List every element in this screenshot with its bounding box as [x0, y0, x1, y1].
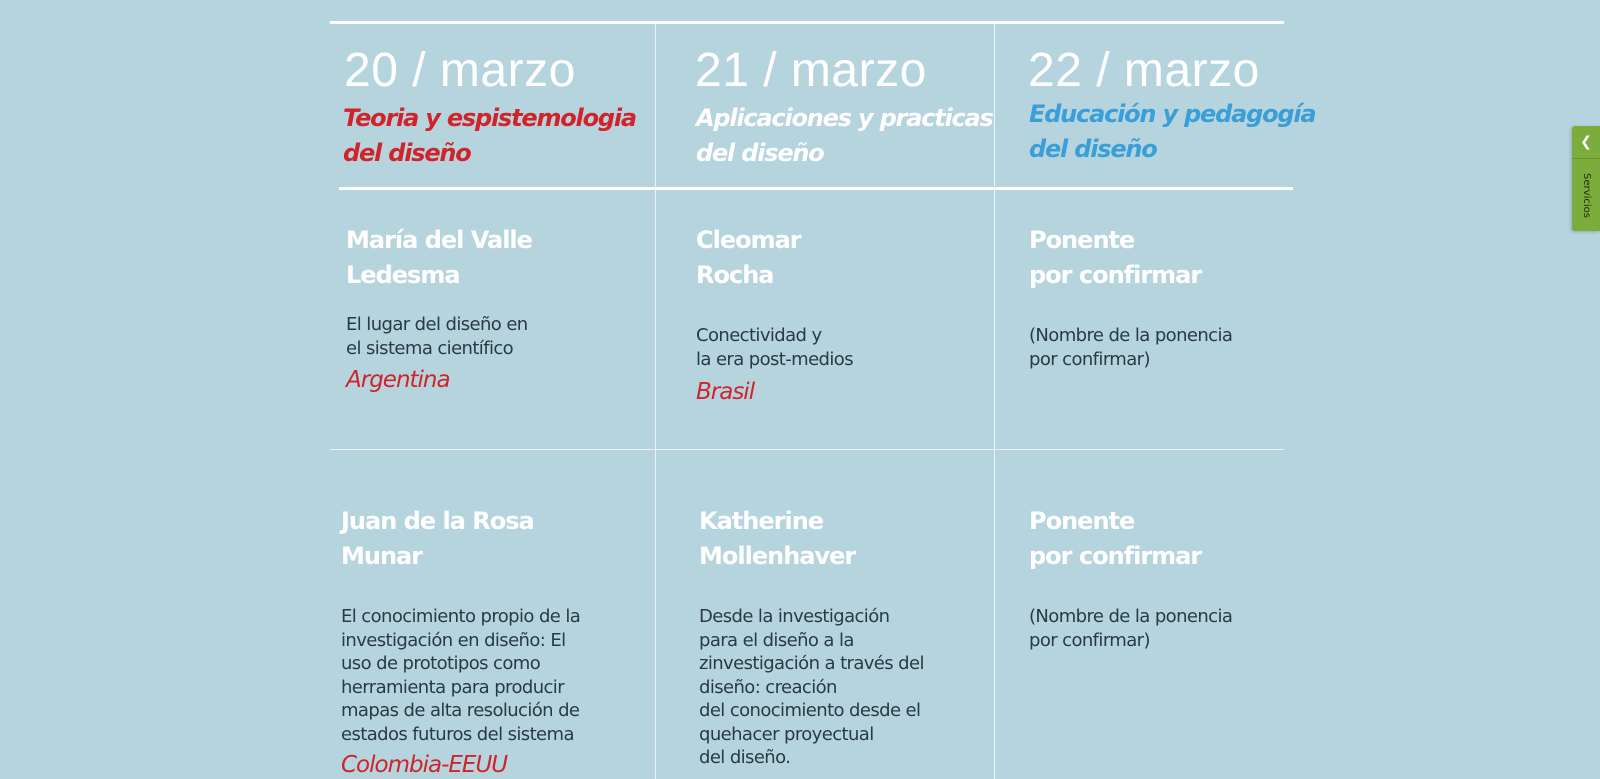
- talk-title-line: para el diseño a la: [699, 629, 854, 651]
- column-divider-1: [655, 24, 656, 779]
- talk-title: [1029, 605, 1232, 652]
- speaker-name: [699, 504, 855, 574]
- day-theme: [696, 101, 993, 171]
- day-theme-line: del diseño: [696, 139, 824, 167]
- talk-title-line: (Nombre de la ponencia: [1029, 325, 1233, 346]
- day-theme-line: del diseño: [343, 139, 471, 167]
- speaker-name-line: Ponente: [1029, 226, 1135, 254]
- talk-title-line: Conectividad y: [696, 325, 822, 346]
- day-theme-line: del diseño: [1029, 135, 1157, 163]
- talk-title-line: zinvestigación a través del: [699, 653, 924, 674]
- talk-title-line: herramienta para producir: [341, 676, 565, 698]
- speaker-name: [696, 223, 801, 293]
- talk-title: [341, 605, 580, 746]
- column-divider-2: [994, 24, 995, 779]
- talk-title-line: uso de prototipos como: [341, 653, 541, 674]
- day-theme-line: Educación y pedagogía: [1029, 100, 1316, 128]
- speaker-name: [341, 504, 534, 574]
- talk-title: [696, 324, 853, 371]
- speaker-name-line: por confirmar: [1029, 261, 1202, 289]
- chevron-left-icon[interactable]: ❮: [1572, 126, 1600, 159]
- talk-title-line: la era post-medios: [696, 348, 853, 370]
- top-rule: [330, 21, 1284, 24]
- row-divider: [330, 449, 1284, 450]
- speaker-name-line: por confirmar: [1029, 542, 1202, 570]
- talk-title-line: (Nombre de la ponencia: [1029, 606, 1233, 627]
- talk-title: [346, 313, 528, 360]
- talk-title-line: investigación en diseño: El: [341, 629, 566, 651]
- talk-title-line: Desde la investigación: [699, 606, 890, 627]
- talk-title-line: El conocimiento propio de la: [341, 606, 581, 627]
- speaker-name-line: Ledesma: [346, 261, 460, 289]
- speaker-name-line: Mollenhaver: [699, 542, 856, 570]
- day-date: 20 / marzo: [344, 44, 576, 97]
- talk-title: [699, 605, 924, 770]
- speaker-country: Colombia-EEUU: [341, 752, 508, 778]
- day-date: 21 / marzo: [695, 44, 927, 97]
- talk-title-line: por confirmar): [1029, 629, 1150, 651]
- day-theme-line: Aplicaciones y practicas: [696, 104, 993, 132]
- speaker-name-line: Rocha: [696, 261, 774, 289]
- talk-title-line: el sistema científico: [346, 337, 514, 359]
- speaker-name: [1029, 504, 1201, 574]
- speaker-name: [1029, 223, 1201, 293]
- header-rule: [339, 187, 1293, 190]
- speaker-country: Brasil: [696, 379, 755, 405]
- speaker-name-line: Katherine: [699, 507, 824, 535]
- speaker-country: Argentina: [346, 367, 450, 393]
- talk-title-line: por confirmar): [1029, 348, 1150, 370]
- talk-title-line: del diseño.: [699, 747, 791, 768]
- talk-title-line: mapas de alta resolución de: [341, 700, 580, 721]
- talk-title: [1029, 324, 1232, 371]
- day-theme: [343, 101, 636, 171]
- services-side-tab[interactable]: [1572, 126, 1600, 231]
- day-theme: [1029, 97, 1315, 167]
- speaker-name-line: Juan de la Rosa: [341, 507, 534, 535]
- services-label-text: Servicios: [1580, 172, 1592, 218]
- talk-title-line: estados futuros del sistema: [341, 723, 574, 745]
- services-tab-label[interactable]: [1572, 160, 1600, 230]
- talk-title-line: del conocimiento desde el: [699, 700, 921, 721]
- talk-title-line: diseño: creación: [699, 676, 837, 698]
- talk-title-line: quehacer proyectual: [699, 723, 874, 745]
- talk-title-line: El lugar del diseño en: [346, 314, 528, 335]
- speaker-name: [346, 223, 532, 293]
- speaker-name-line: María del Valle: [346, 226, 532, 254]
- day-theme-line: Teoria y espistemologia: [343, 104, 636, 132]
- speaker-name-line: Munar: [341, 542, 423, 570]
- day-date: 22 / marzo: [1028, 44, 1260, 97]
- speaker-name-line: Cleomar: [696, 226, 801, 254]
- speaker-name-line: Ponente: [1029, 507, 1135, 535]
